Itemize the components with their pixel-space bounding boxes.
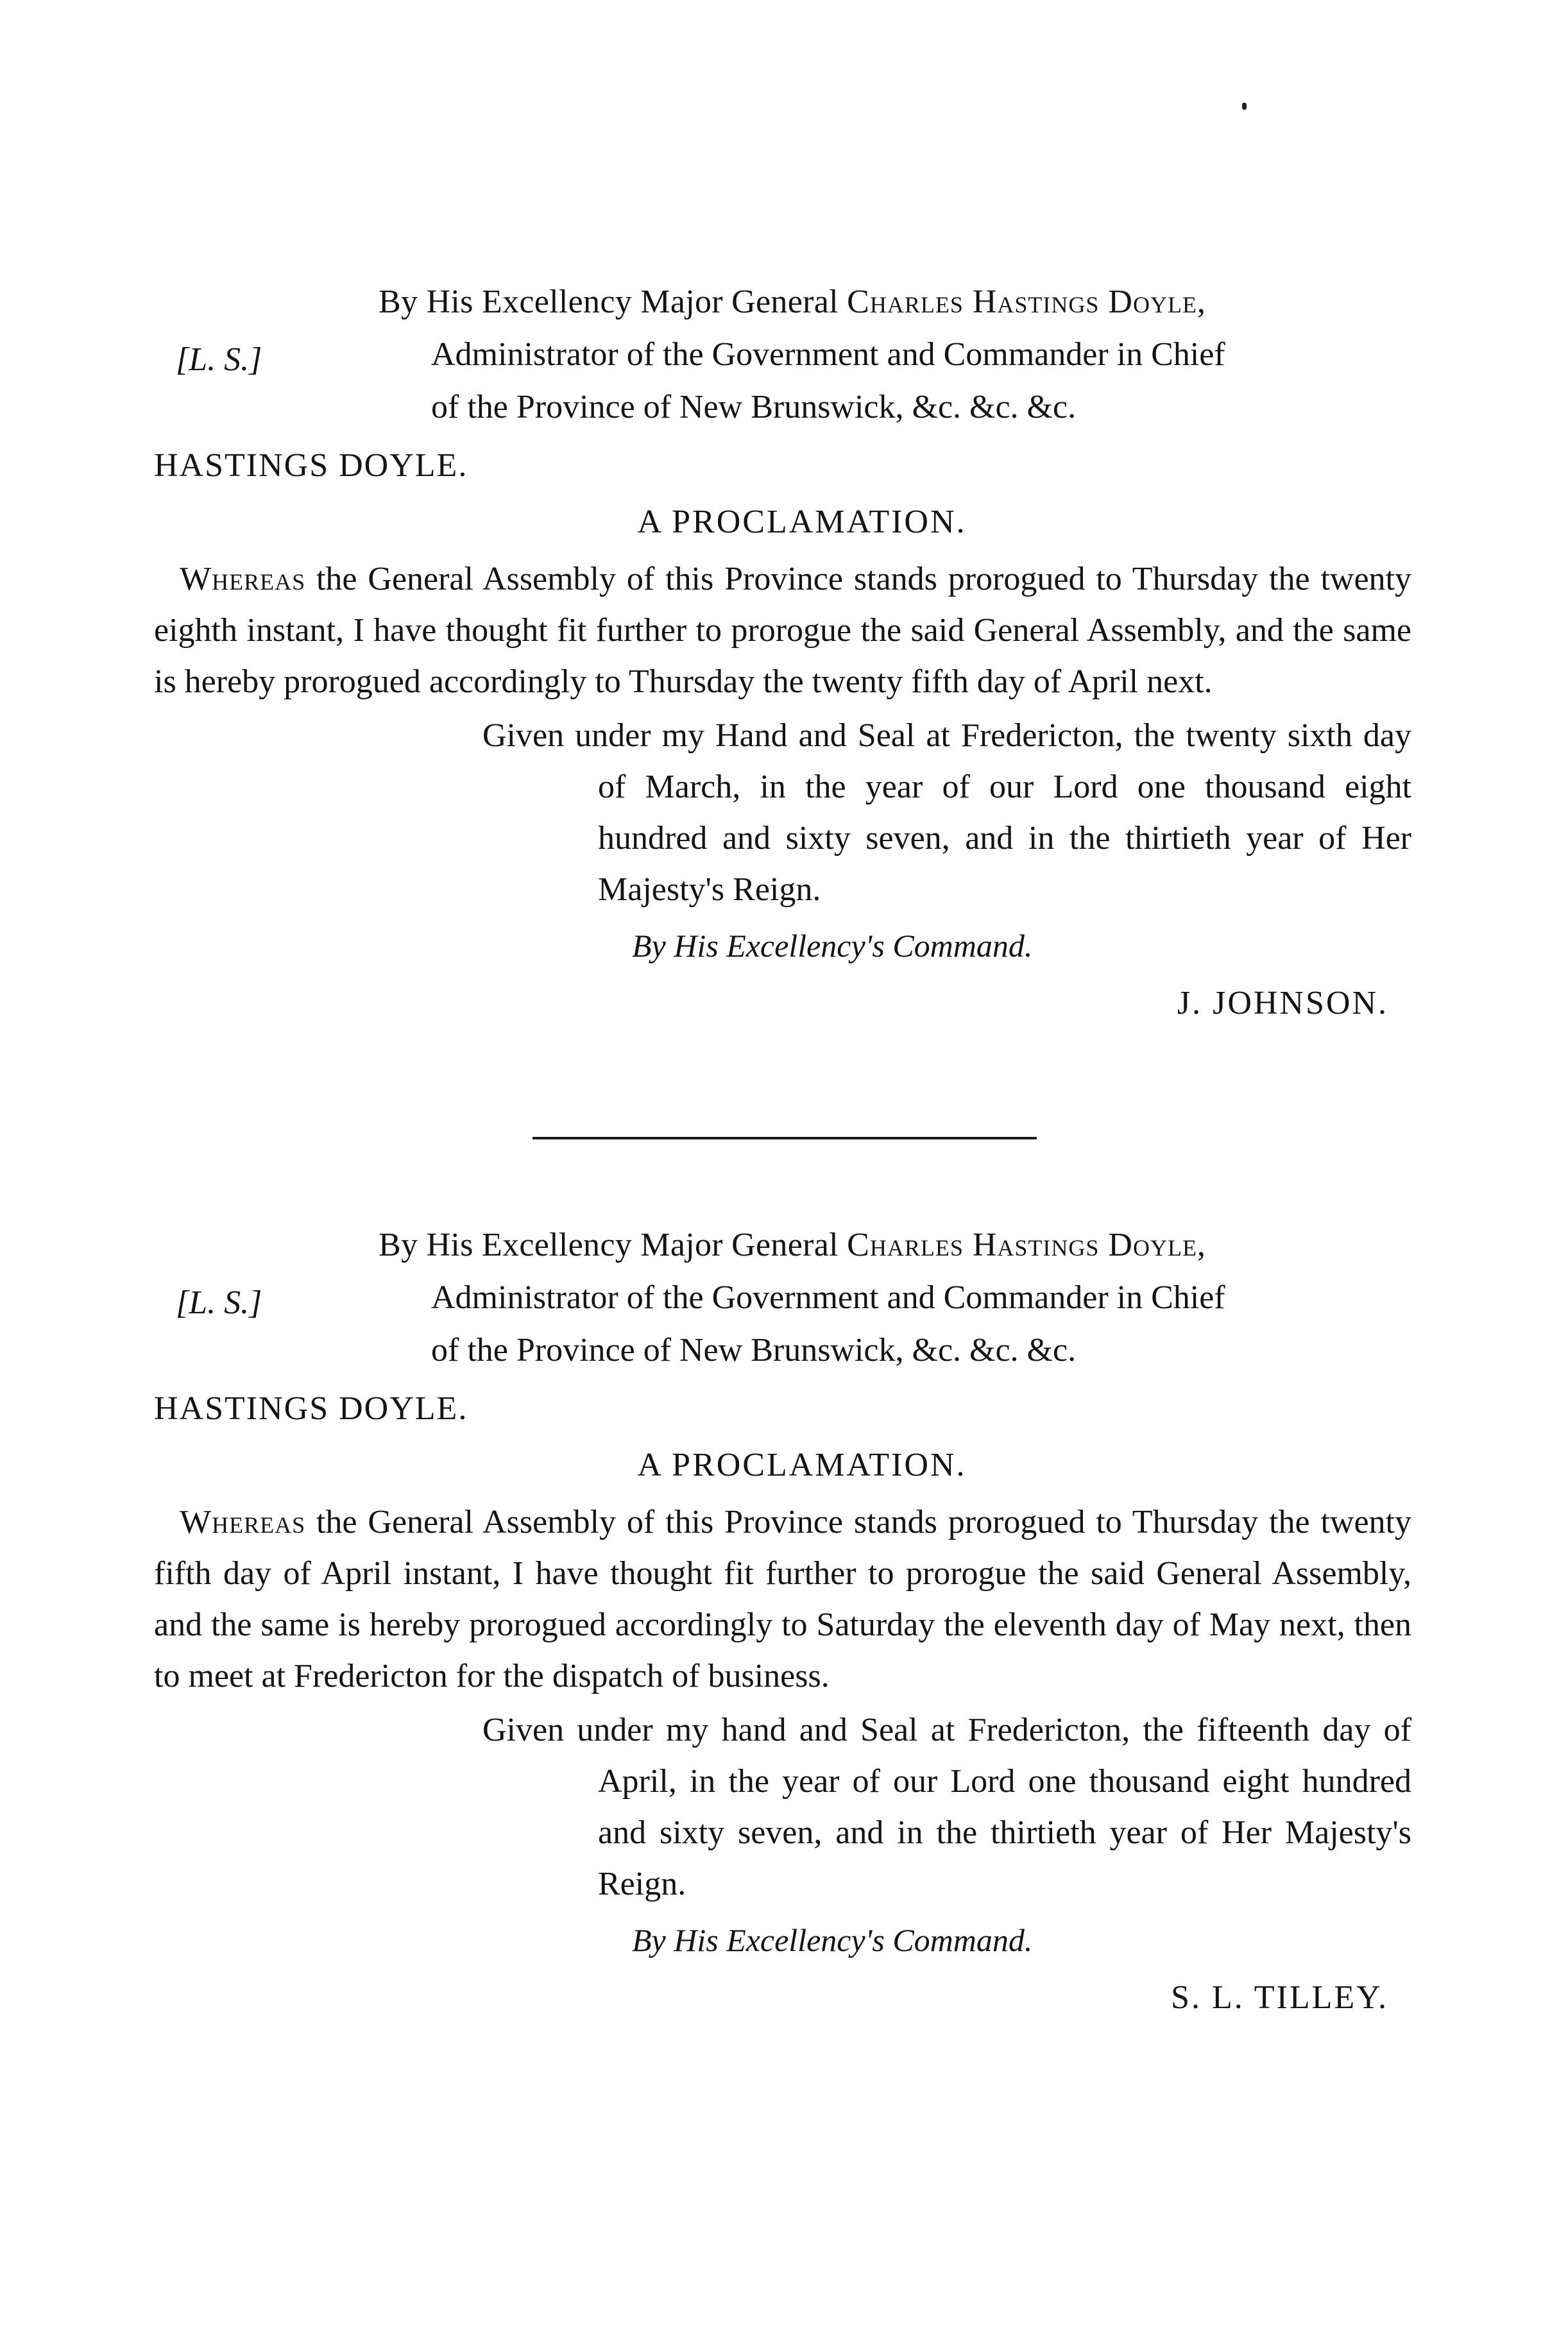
by-his-excellency-line: By His Excellency Major General Charles Hastings Doyle, <box>379 284 1206 320</box>
proclamation-body: Whereas the General Assembly of this Province stands prorogued to Thursday the twenty fifth day of April instant, I have thought fit further to prorogue the said General Assembly, and the same is hereby prorogued accordingly to Saturday the eleventh day of May next, then to meet at Fredericton for the dispatch of business. <box>154 1504 1411 1694</box>
proclamation-body: Whereas the General Assembly of this Province stands prorogued to Thursday the twenty eighth instant, I have thought fit further to prorogue the said General Assembly, and the same is hereby prorogued accordingly to Thursday the twenty fifth day of April next. <box>154 561 1411 700</box>
whereas-lead: Whereas <box>180 1504 306 1540</box>
seal-mark: [L. S.] <box>176 341 262 378</box>
whereas-lead: Whereas <box>180 561 306 597</box>
given-under-hand-clause: Given under my Hand and Seal at Fredericton, the twenty sixth day of March, in the year of our Lord one thousand eight hundred and sixty seven, and in the thirtieth year of Her Majesty's Reign. <box>482 717 1411 908</box>
proclamation-title: A PROCLAMATION. <box>637 504 967 540</box>
excellency-command-line: By His Excellency's Command. <box>632 1922 1033 1958</box>
province-line: of the Province of New Brunswick, &c. &c. &c. <box>431 1332 1077 1368</box>
by-his-excellency-line: By His Excellency Major General Charles Hastings Doyle, <box>379 1227 1206 1263</box>
section-divider <box>533 1137 1037 1139</box>
proclamation-heading <box>154 276 1411 439</box>
countersignature: S. L. TILLEY. <box>1171 1979 1388 2016</box>
seal-mark: [L. S.] <box>176 1284 262 1321</box>
countersignature: J. JOHNSON. <box>1177 985 1388 1021</box>
signer-name: HASTINGS DOYLE. <box>154 447 468 484</box>
province-line: of the Province of New Brunswick, &c. &c. &c. <box>431 389 1077 425</box>
proclamation-1 <box>154 276 1411 1030</box>
signer-name: HASTINGS DOYLE. <box>154 1390 468 1427</box>
administrator-line: Administrator of the Government and Commander in Chief <box>431 336 1225 373</box>
proclamation-2 <box>154 1219 1411 2024</box>
proclamation-heading <box>154 1219 1411 1383</box>
excellency-command-line: By His Excellency's Command. <box>632 928 1033 964</box>
ink-speck <box>1242 103 1247 110</box>
proclamation-title: A PROCLAMATION. <box>637 1447 967 1483</box>
administrator-line: Administrator of the Government and Commander in Chief <box>431 1279 1225 1316</box>
given-under-hand-clause: Given under my hand and Seal at Fredericton, the fifteenth day of April, in the year of our Lord one thousand eight hundred and sixty seven, and in the thirtieth year of Her Majesty's Reign. <box>482 1712 1411 1902</box>
